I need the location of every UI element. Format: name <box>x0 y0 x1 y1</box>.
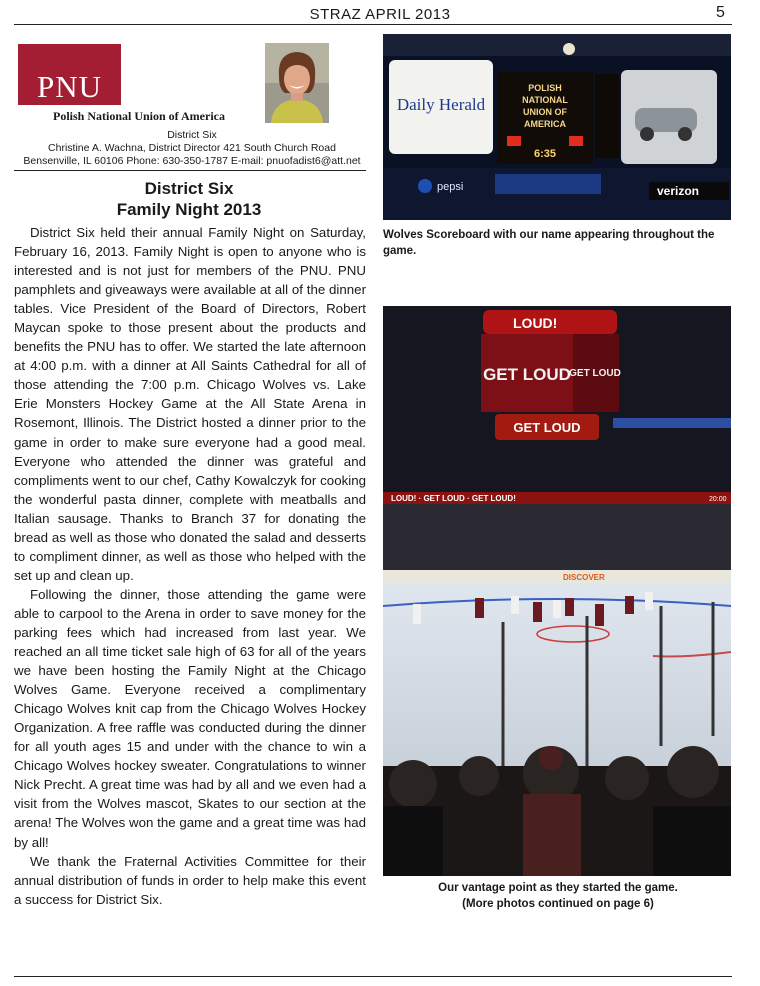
board-line: NATIONAL <box>522 95 568 105</box>
board-line: UNION OF <box>523 107 567 117</box>
game-clock: 6:35 <box>533 148 557 160</box>
cube-top-text: LOUD! <box>513 315 558 331</box>
ribbon-board: LOUD! · GET LOUD · GET LOUD! <box>391 494 516 503</box>
logo-text: PNU <box>36 69 102 104</box>
header-rule <box>14 24 732 25</box>
arena-photo <box>383 306 731 876</box>
cube-face-text: GET LOUD <box>483 365 571 384</box>
running-header-title: STRAZ APRIL 2013 <box>309 6 451 23</box>
pepsi-sign: pepsi <box>437 181 464 193</box>
dasher-ad: DISCOVER <box>563 573 605 582</box>
ribbon-clock: 20:00 <box>709 496 727 503</box>
arena-caption-line2: (More photos continued on page 6) <box>462 898 654 910</box>
arena-caption-line1: Our vantage point as they started the game. <box>438 882 678 894</box>
board-line: AMERICA <box>524 119 566 129</box>
district-label: District Six <box>167 129 217 141</box>
cube-side-text: GET LOUD <box>569 368 621 379</box>
verizon-sign: verizon <box>657 184 700 198</box>
scoreboard-caption: Wolves Scoreboard with our name appearing throughout the game. <box>383 229 715 257</box>
article-paragraph: Following the dinner, those attending the game were able to carpool to the Arena in order to save money for the parking fees which had increased from last year. We reached an all time ticket sale high of 63 for all of the years we have been hosting the Family Night at the Chicago Wolves Game. Everyone received a complimentary Chicago Wolves knit cap from the Chicago Wolves Hockey Organization. A free raffle was conducted during the dinner for all youth ages 15 and under with the chance to win a Chicago Wolves hockey sweater. Congratulations to winner Nick Precht. A great time was had by all and we even had a visit from the Wolves mascot, Skates to our section at the arena! The Wolves won the game and a great time was had by all! <box>14 586 366 850</box>
org-name: Polish National Union of America <box>52 109 225 123</box>
daily-herald-ad: Daily Herald <box>396 95 486 114</box>
director-portrait-photo <box>265 43 329 123</box>
masthead-rule <box>14 170 366 171</box>
cube-bottom-text: GET LOUD <box>513 420 581 435</box>
director-address-line: Christine A. Wachna, District Director 421 South Church Road <box>48 142 336 154</box>
article-paragraph: District Six held their annual Family Night on Saturday, February 16, 2013. Family Night is open to anyone who is interested and is not just for members of the PNU. PNU pamphlets and giveaways were available at all of the dinner tables. Vice President of the Board of Directors, Robert Maycan spoke to those present about the products and benefits the PNU has to offer. We started the late afternoon at 4:00 p.m. with a dinner at All Saints Cathedral for all of those attending the 7:00 p.m. Chicago Wolves vs. Lake Erie Monsters Hockey Game at the All State Arena in Rosemont, Illinois. The District hosted a dinner prior to the game in order to make sure everyone had a good meal. Everyone who attended the dinner was grateful and compliments went to our chef, Cathy Kowalczyk for cooking the wonderful pasta dinner, complete with meatballs and Italian sausage. Thanks to Branch 37 for donating the bread as well as those who donated the salad and desserts to compliment dinner, as well as those who helped with the set up and clean up. <box>14 225 366 583</box>
article-headline-line2: Family Night 2013 <box>116 200 262 219</box>
scoreboard-photo <box>383 34 731 220</box>
board-line: POLISH <box>528 83 562 93</box>
article-body <box>14 223 366 909</box>
article-headline-line1: District Six <box>144 179 234 198</box>
article-paragraph: We thank the Fraternal Activities Committee for their annual distribution of funds in order to help make this event a success for District Six. <box>14 853 366 907</box>
pnu-logo <box>18 44 121 105</box>
footer-rule <box>14 976 732 977</box>
contact-line: Bensenville, IL 60106 Phone: 630-350-1787 E-mail: pnuofadist6@att.net <box>23 155 361 167</box>
page-number: 5 <box>716 4 725 21</box>
